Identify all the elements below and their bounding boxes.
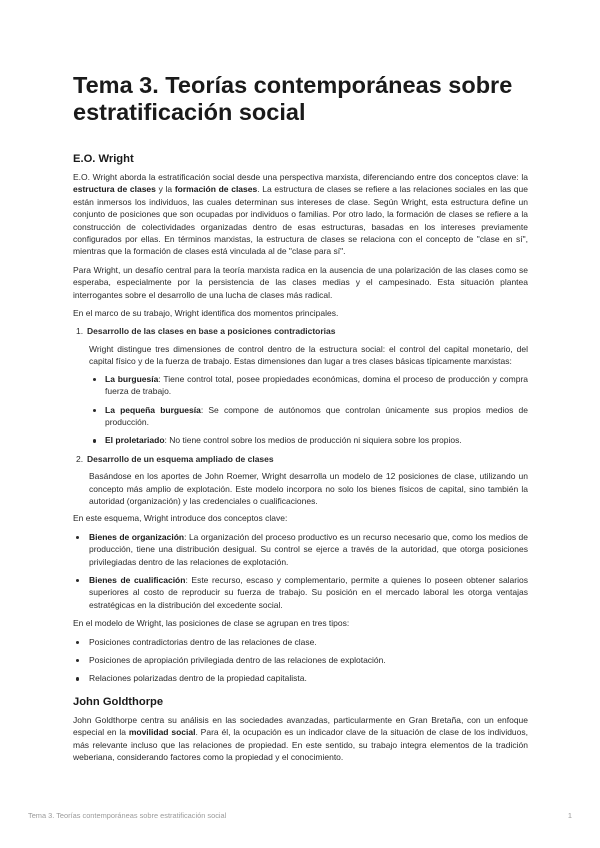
- moment-item-1: [73, 325, 528, 446]
- section-heading-goldthorpe: John Goldthorpe: [73, 695, 164, 708]
- bullet-icon: [76, 536, 79, 539]
- wright-paragraph-1: E.O. Wright aborda la estratificación social desde una perspectiva marxista, diferenciando entre dos conceptos clave: la estructura de clases y la formación de clases. La estructura de clases se refiere a las relaciones sociales en las que están inmersos los individuos, las cuales determinan sus intereses de clase. Según Wright, esta estructura define un conjunto de posiciones que son ocupadas por individuos o familias. Por otro lado, la formación de clases se refiere a la construcción de colectividades organizadas dentro de esas estructuras, basadas en los intereses previamente configurados por ellas. En términos marxistas, la estructura de clases se relaciona con el concepto de "clase en sí", mientras que la formación de clases está vinculada al de "clase para sí".: [73, 172, 528, 257]
- section-goldthorpe: [73, 695, 528, 764]
- moment-title: Desarrollo de un esquema ampliado de clases: [87, 453, 274, 464]
- list-item: Posiciones contradictorias dentro de las relaciones de clase.: [73, 636, 528, 648]
- page-title: Tema 3. Teorías contemporáneas sobre estratificación social: [73, 72, 513, 125]
- page-number: 1: [567, 811, 572, 820]
- wright-paragraph-4: En este esquema, Wright introduce dos conceptos clave:: [73, 513, 288, 524]
- types-list: [73, 636, 528, 685]
- list-item: El proletariado: No tiene control sobre los medios de producción ni siquiera sobre los propios.: [89, 434, 528, 446]
- moment-text: Basándose en los aportes de John Roemer, Wright desarrolla un modelo de 12 posiciones de clase, utilizando un concepto más amplio de explotación. Este modelo incorpora no solo los bienes físicos de capital, sino también la autoridad (organización) y las credenciales o cualificaciones.: [89, 471, 528, 506]
- list-item: Relaciones polarizadas dentro de la propiedad capitalista.: [73, 672, 528, 684]
- list-item: Bienes de organización: La organización del proceso productivo es un recurso necesario que, como los medios de producción, tiene una distribución desigual. Su control se ejerce a través de la autoridad, que otorga posiciones privilegiadas dentro de las relaciones de explotación.: [73, 531, 528, 568]
- bullet-icon: [76, 579, 79, 582]
- wright-paragraph-5: En el modelo de Wright, las posiciones de clase se agrupan en tres tipos:: [73, 618, 350, 629]
- wright-paragraph-3: En el marco de su trabajo, Wright identifica dos momentos principales.: [73, 308, 339, 319]
- document-content: [73, 72, 528, 769]
- list-number: 1.: [76, 326, 84, 337]
- moments-list: [73, 325, 528, 507]
- wright-paragraph-2: Para Wright, un desafío central para la teoría marxista radica en la ausencia de una polarización de las clases como se esperaba, especialmente por la persistencia de las clases medias y el campesinado. Esta situación plantea interrogantes sobre el desarrollo de una lucha de clases más radical.: [73, 264, 528, 300]
- bullet-icon: [93, 409, 96, 412]
- goldthorpe-paragraph-1: John Goldthorpe centra su análisis en las sociedades avanzadas, particularmente en Gran Bretaña, con un enfoque especial en la movilidad social. Para él, la ocupación es un indicador clave de la situación de clase de los individuos, más relevante incluso que las relaciones de propiedad. En este sentido, su trabajo integra elementos de la tradición weberiana, considerando factores como la propiedad y el conocimiento.: [73, 714, 528, 763]
- bullet-icon: [93, 378, 96, 381]
- bullet-icon: [93, 439, 96, 442]
- section-wright: [73, 152, 528, 685]
- moment-item-2: [73, 453, 528, 508]
- list-number: 2.: [76, 453, 84, 464]
- bullet-icon: [76, 641, 79, 644]
- list-item: Bienes de cualificación: Este recurso, escaso y complementario, permite a quienes lo poseen obtener salarios superiores al costo de reproducir su fuerza de trabajo. Su posición en el mercado laboral les otorga ventajas estratégicas en la distribución del excedente social.: [73, 574, 528, 611]
- bullet-icon: [76, 659, 79, 662]
- list-item: La burguesía: Tiene control total, posee propiedades económicas, domina el proceso de producción y compra fuerza de trabajo.: [89, 373, 528, 398]
- section-heading-wright: E.O. Wright: [73, 153, 134, 165]
- moment-title: Desarrollo de las clases en base a posiciones contradictorias: [87, 326, 336, 337]
- moment-text: Wright distingue tres dimensiones de control dentro de la estructura social: el control del capital monetario, del capital físico y de la fuerza de trabajo. Estas dimensiones dan lugar a tres clases básicas típicamente marxistas:: [89, 343, 528, 367]
- list-item: La pequeña burguesía: Se compone de autónomos que controlan únicamente sus propios medios de producción.: [89, 404, 528, 429]
- classes-list: [89, 373, 528, 447]
- footer-title: Tema 3. Teorías contemporáneas sobre estratificación social: [28, 811, 227, 820]
- concepts-list: [73, 531, 528, 611]
- list-item: Posiciones de apropiación privilegiada dentro de las relaciones de explotación.: [73, 654, 528, 666]
- bullet-icon: [76, 677, 79, 680]
